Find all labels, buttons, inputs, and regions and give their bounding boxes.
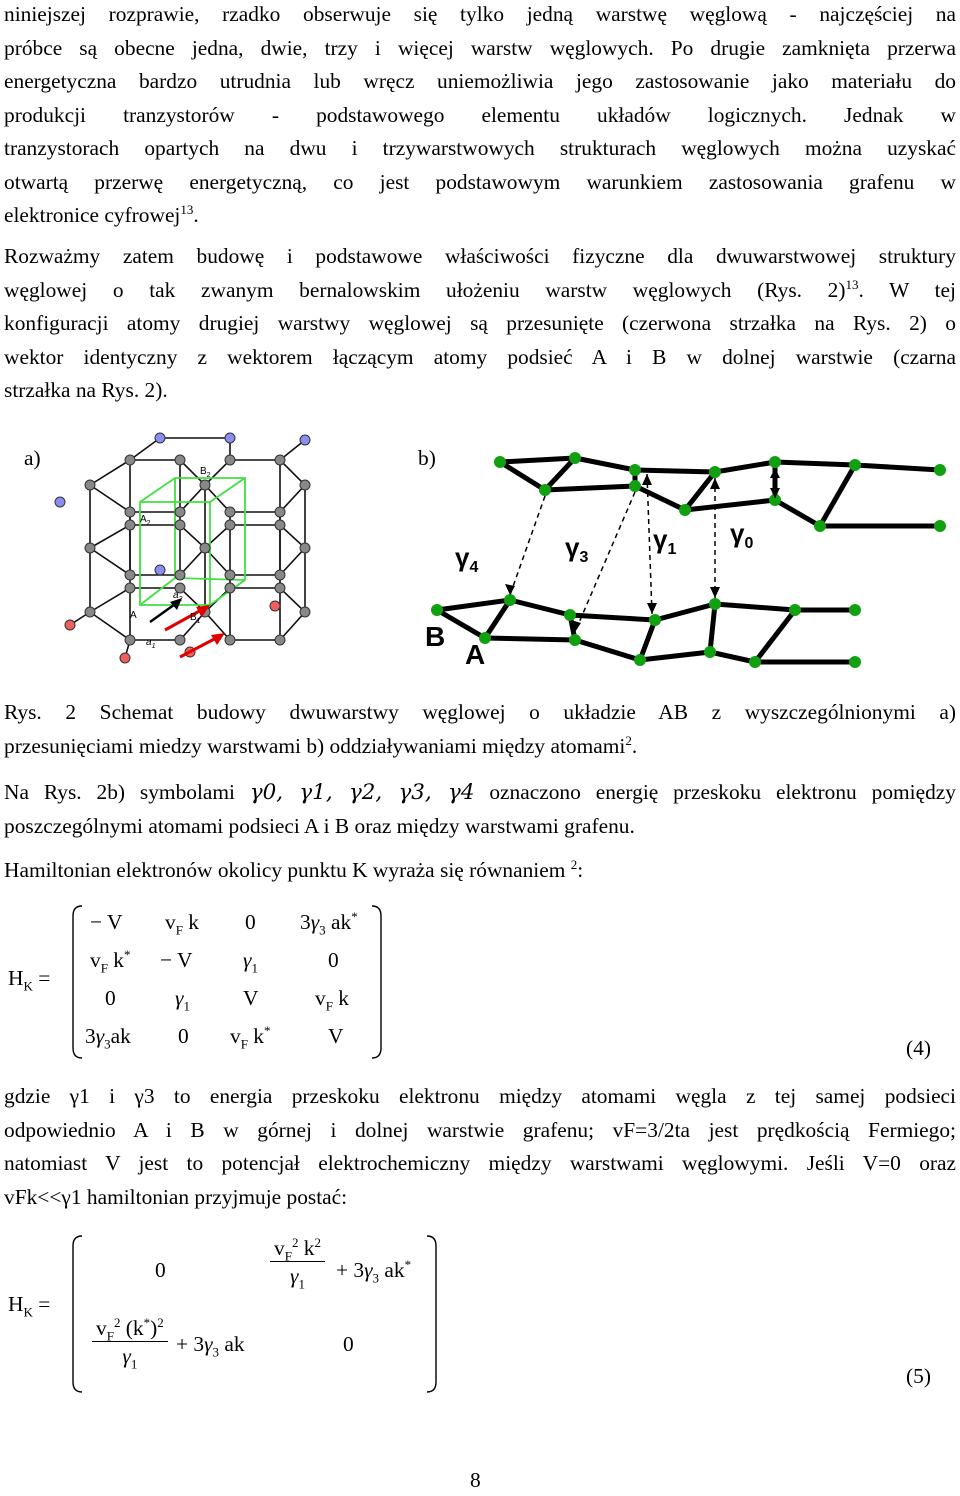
citation-ref: 13 xyxy=(845,276,859,292)
eq4-cell: 0 xyxy=(105,986,116,1010)
eq-equals: = xyxy=(38,966,51,990)
text-line: otwartą przerwę energetyczną, co jest podstawowym warunkiem zastosowania grafenu w xyxy=(4,169,956,194)
eq4-cell: $3\gamma_3ak$ xyxy=(85,1024,131,1052)
text-line: vFk<<γ1 hamiltonian przyjmuje postać: xyxy=(4,1184,348,1209)
label-gamma3: $\gamma_3$ xyxy=(565,532,589,566)
label-vector-a2: $a_2$ xyxy=(173,590,183,603)
eq4-cell: $\gamma_1$ xyxy=(175,986,190,1014)
eq5-bracket-left xyxy=(70,1234,84,1394)
label-a2: $A_2$ xyxy=(140,514,151,527)
eq4-cell: $\gamma_1$ xyxy=(243,948,258,976)
text-fragment: Na Rys. 2b) symbolami xyxy=(4,780,235,804)
paragraph-2 xyxy=(4,240,956,408)
eq5-cell-zero: 0 xyxy=(343,1332,354,1356)
figure-b-bilayer xyxy=(425,430,953,670)
eq4-cell: V xyxy=(328,1024,344,1048)
paragraph-5 xyxy=(4,1080,956,1214)
eq4-cell: 0 xyxy=(245,910,256,934)
gamma-symbols: γ0, γ1, γ2, γ3, γ4 xyxy=(249,780,475,805)
paragraph-1 xyxy=(4,0,956,233)
eq5-cell-term: + $3\gamma_3$ ak xyxy=(176,1332,245,1360)
label-gamma0: $\gamma_0$ xyxy=(730,518,754,552)
eq4-cell: − V xyxy=(160,948,193,972)
eq5-lhs xyxy=(8,1292,51,1320)
eq5-number: (5) xyxy=(906,1364,931,1388)
text-line: poszczególnymi atomami podsieci A i B oraz między warstwami grafenu. xyxy=(4,813,635,838)
paragraph-3 xyxy=(4,776,956,843)
text-fragment: elektronice cyfrowej xyxy=(4,203,181,227)
label-a: A xyxy=(130,610,137,621)
label-b1: $B_1$ xyxy=(190,612,201,625)
eq4-bracket-left xyxy=(70,904,84,1060)
label-b2: $B_2$ xyxy=(200,466,211,479)
label-big-a: A xyxy=(465,639,486,670)
eq5-cell-fraction: $v_F^2$ $(k^*)^2$ $\gamma_1$ xyxy=(92,1316,168,1369)
eq4-cell: $v_F$ k* xyxy=(90,946,131,976)
text-line: produkcji tranzystorów - podstawowego elementu układów logicznych. Jednak w xyxy=(4,102,956,127)
eq-subscript: K xyxy=(23,1304,33,1320)
label-big-b: B xyxy=(425,621,446,652)
text-line: elektronice cyfrowej$^{13}$. xyxy=(4,201,199,227)
text-fragment: Hamiltonian elektronów okolicy punktu K wyraża się równaniem xyxy=(4,858,566,882)
eq4-cell: − V xyxy=(90,910,123,934)
eq4-number: (4) xyxy=(906,1036,931,1060)
text-line: strzałka na Rys. 2). xyxy=(4,378,168,402)
eq5-cell-zero: 0 xyxy=(155,1258,166,1282)
text-line: niniejszej rozprawie, rzadko obserwuje się tylko jedną warstwę węglową - najczęściej na xyxy=(4,2,956,26)
eq-subscript: K xyxy=(23,978,33,994)
text-fragment: węglowej o tak zwanym bernalowskim ułożeniu warstw węglowych (Rys. 2) xyxy=(4,277,846,302)
citation-ref: 2 xyxy=(570,856,578,872)
text-line: konfiguracji atomy drugiej warstwy węglowej są przesunięte (czerwona strzałka na Rys. 2) o xyxy=(4,311,956,335)
eq4-bracket-right xyxy=(370,904,384,1060)
eq-symbol: H xyxy=(8,1292,24,1316)
eq4-cell: 0 xyxy=(328,948,339,972)
eq-equals: = xyxy=(38,1292,51,1316)
text-line: wektor identyczny z wektorem łączącym atomy podsieć A i B w dolnej warstwie (czarna xyxy=(4,344,956,369)
eq4-cell: $3\gamma_3$ ak* xyxy=(300,908,358,938)
eq5-bracket-right xyxy=(425,1234,439,1394)
text-line: próbce są obecne jedna, dwie, trzy i więcej warstw węglowych. Po drugie zamknięta przerwa xyxy=(4,35,956,60)
text-line: Rys. 2 Schemat budowy dwuwarstwy węglowej o układzie AB z wyszczególnionymi a) xyxy=(4,700,956,724)
text-line: energetyczna bardzo utrudnia lub wręcz uniemożliwia jego zastosowanie jako materiału do xyxy=(4,69,956,93)
eq-symbol: H xyxy=(8,966,24,990)
label-gamma4: $\gamma_4$ xyxy=(455,542,479,576)
eq4-cell: $v_F$ k xyxy=(315,986,349,1014)
page-number: 8 xyxy=(470,1468,481,1492)
figure-label-a: a) xyxy=(24,446,41,470)
text-line: tranzystorach opartych na dwu i trzywarstwowych strukturach węglowych można uzyskać xyxy=(4,136,956,160)
eq5-cell-term: + $3\gamma_3$ ak* xyxy=(336,1256,412,1286)
eq4-cell: 0 xyxy=(178,1024,189,1048)
citation-ref: 2 xyxy=(625,732,632,748)
equation-4 xyxy=(0,900,960,1070)
eq5-cell-fraction: $v_F^2$ $k^2$ $\gamma_1$ xyxy=(270,1236,325,1289)
text-line: natomiast V jest to potencjał elektrochemiczny między warstwami węglowymi. Jeśli V=0 oraz xyxy=(4,1151,956,1175)
text-fragment: . W tej xyxy=(858,277,956,302)
eq4-cell: V xyxy=(243,986,259,1010)
text-fragment: . xyxy=(631,733,638,758)
label-vector-a1: $a_1$ xyxy=(146,637,156,650)
text-line: gdzie γ1 i γ3 to energia przeskoku elektronu między atomami węgla z tej samej podsieci xyxy=(4,1084,956,1108)
text-line xyxy=(4,854,956,888)
text-fragment: : xyxy=(577,858,584,882)
text-line xyxy=(4,776,956,810)
figure-a-lattice xyxy=(30,430,340,670)
text-line: odpowiednio A i B w górnej i dolnej warstwie grafenu; vF=3/2ta jest prędkością Fermiego; xyxy=(4,1117,956,1142)
eq4-lhs xyxy=(8,966,51,994)
eq4-cell: $v_F$ k xyxy=(165,910,199,938)
equation-5 xyxy=(0,1230,960,1410)
label-gamma1: $\gamma_1$ xyxy=(653,524,677,558)
text-fragment: przesunięciami miedzy warstwami b) oddziaływaniami między atomami xyxy=(4,733,626,758)
text-line: Rozważmy zatem budowę i podstawowe właściwości fizyczne dla dwuwarstwowej struktury xyxy=(4,244,956,268)
citation-ref: 13 xyxy=(180,201,194,217)
eq4-cell: $v_F$ k* xyxy=(230,1022,271,1052)
text-fragment: oznaczono energię przeskoku elektronu pomiędzy xyxy=(489,780,956,804)
figure-caption xyxy=(4,696,956,763)
text-line xyxy=(4,730,956,764)
figure-label-b: b) xyxy=(418,446,436,470)
text-line xyxy=(4,274,956,308)
paragraph-4 xyxy=(4,854,956,888)
